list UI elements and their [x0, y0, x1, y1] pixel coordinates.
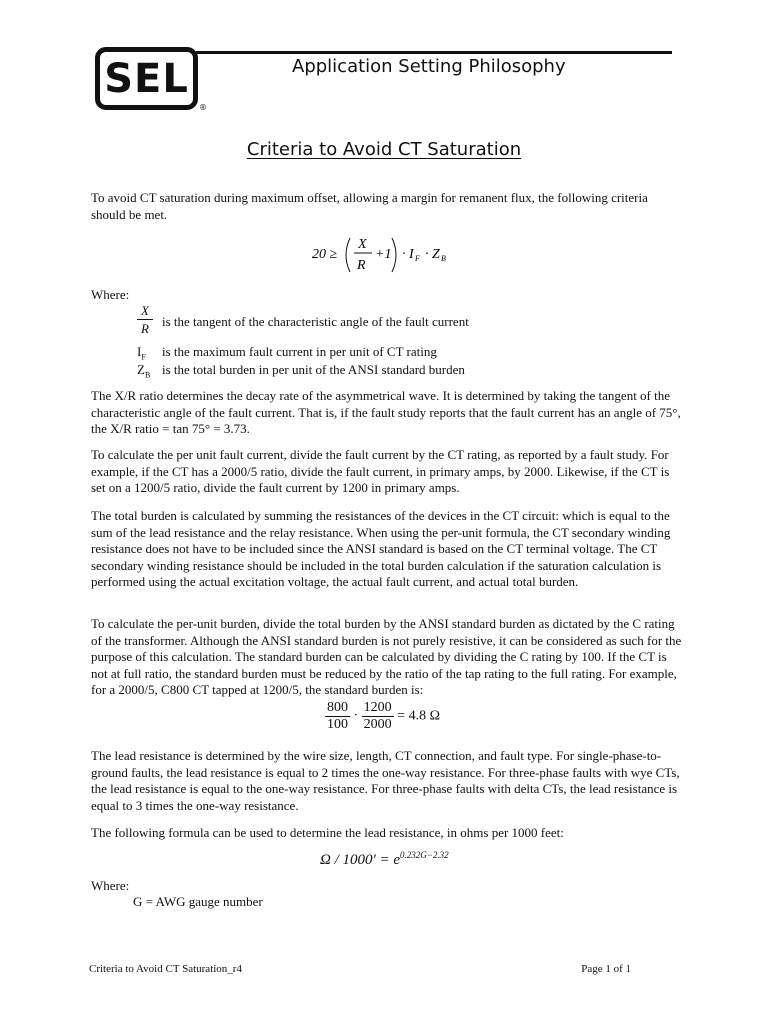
- definition-if-text: is the maximum fault current in per unit of CT rating: [162, 344, 437, 359]
- svg-text:·: ·: [425, 247, 429, 262]
- footer-document-name: Criteria to Avoid CT Saturation_r4: [89, 963, 242, 975]
- paragraph-lead-resistance: The lead resistance is determined by the wire size, length, CT connection, and fault type. For single-phase-to-ground faults, the lead resistance is equal to 2 times the one-way resistance. For three-phase faults with wye CTs, the lead resistance is equal to the one-way resistance. For three-phase faults with delta CTs, the lead resistance is equal to 3 times the one-way resistance.: [91, 748, 680, 813]
- header-rule: [196, 51, 672, 54]
- registered-mark: ®: [199, 103, 207, 112]
- where-label-2: Where:: [91, 878, 130, 893]
- burden-fraction-1: $\frac{800}{100}$: [327, 700, 348, 732]
- paragraph-per-unit-fault: To calculate the per unit fault current, divide the fault current by the CT rating, as reported by a fault study. For example, if the CT has a 2000/5 ratio, divide the fault current, in primary amps, by 2000. Likewise, if the CT is set on a 1200/5 ratio, divide the fault current by 1200 in primary amps.: [91, 447, 670, 496]
- svg-text:B: B: [441, 254, 446, 263]
- where-label: Where:: [91, 287, 130, 302]
- svg-text:I: I: [409, 247, 414, 262]
- svg-text:+1: +1: [375, 247, 392, 262]
- paragraph-formula-intro: The following formula can be used to determine the lead resistance, in ohms per 1000 feet:: [91, 825, 564, 840]
- header-title: Application Setting Philosophy: [292, 56, 566, 77]
- paragraph-per-unit-burden: To calculate the per-unit burden, divide the total burden by the ANSI standard burden as dictated by the C rating of the transformer. Although the ANSI standard burden is not purely resistive, it can be considered as such for the purpose of this calculation. The standard burden can be calculated by dividing the C rating by 100. If the CT is not at full ratio, the standard burden must be reduced by the ratio of the tap rating to the full rating. For example, for a 2000/5, C800 CT tapped at 1200/5, the standard burden is:: [91, 616, 682, 698]
- saturation-criterion-equation: [312, 234, 472, 281]
- standard-burden-equation: $\frac{800}{100}$ · $\frac{1200}{2000}$ = 4.8 Ω: [327, 700, 440, 732]
- svg-text:20 ≥: 20 ≥: [312, 247, 338, 262]
- svg-text:·: ·: [402, 247, 406, 262]
- logo-text: SEL: [104, 55, 189, 102]
- criterion-formula: [312, 234, 472, 276]
- svg-text:X: X: [358, 237, 367, 252]
- definition-zb-text: is the total burden in per unit of the ANSI standard burden: [162, 362, 465, 377]
- page-footer: [89, 963, 631, 975]
- footer-page-number: Page 1 of 1: [581, 963, 631, 975]
- lead-formula-lhs: Ω / 1000' = e: [320, 852, 401, 868]
- g-definition: G = AWG gauge number: [133, 894, 263, 909]
- svg-text:Z: Z: [432, 247, 440, 262]
- lead-formula-exponent: 0.232G−2.32: [400, 850, 449, 860]
- intro-paragraph: To avoid CT saturation during maximum offset, allowing a margin for remanent flux, the following criteria should be met.: [91, 190, 648, 222]
- lead-resistance-equation: [320, 850, 449, 869]
- document-title: Criteria to Avoid CT Saturation: [246, 139, 522, 160]
- burden-result: = 4.8 Ω: [397, 708, 440, 724]
- burden-fraction-2: $\frac{1200}{2000}$: [363, 700, 392, 732]
- svg-text:R: R: [357, 258, 366, 273]
- paragraph-xr-ratio: The X/R ratio determines the decay rate of the asymmetrical wave. It is determined by taking the tangent of the characteristic angle of the fault current. That is, if the fault study reports that the fault current has an angle of 75°, the X/R ratio = tan 75° = 3.73.: [91, 388, 681, 437]
- paragraph-total-burden: The total burden is calculated by summing the resistances of the devices in the CT circuit: which is equal to the sum of the lead resistance and the relay resistance. When using the per-unit formula, the CT secondary winding resistance does not have to be included since the ANSI standard is based on the CT terminal voltage. The CT secondary winding resistance should be included in the total burden calculation if the saturation calculation is performed using the actual excitation voltage, the actual fault current, and actual total burden.: [91, 508, 671, 590]
- definition-xr-text: is the tangent of the characteristic angle of the fault current: [162, 314, 469, 329]
- svg-text:F: F: [415, 254, 420, 263]
- document-title-wrap: [0, 139, 768, 160]
- sel-logo: [95, 47, 198, 110]
